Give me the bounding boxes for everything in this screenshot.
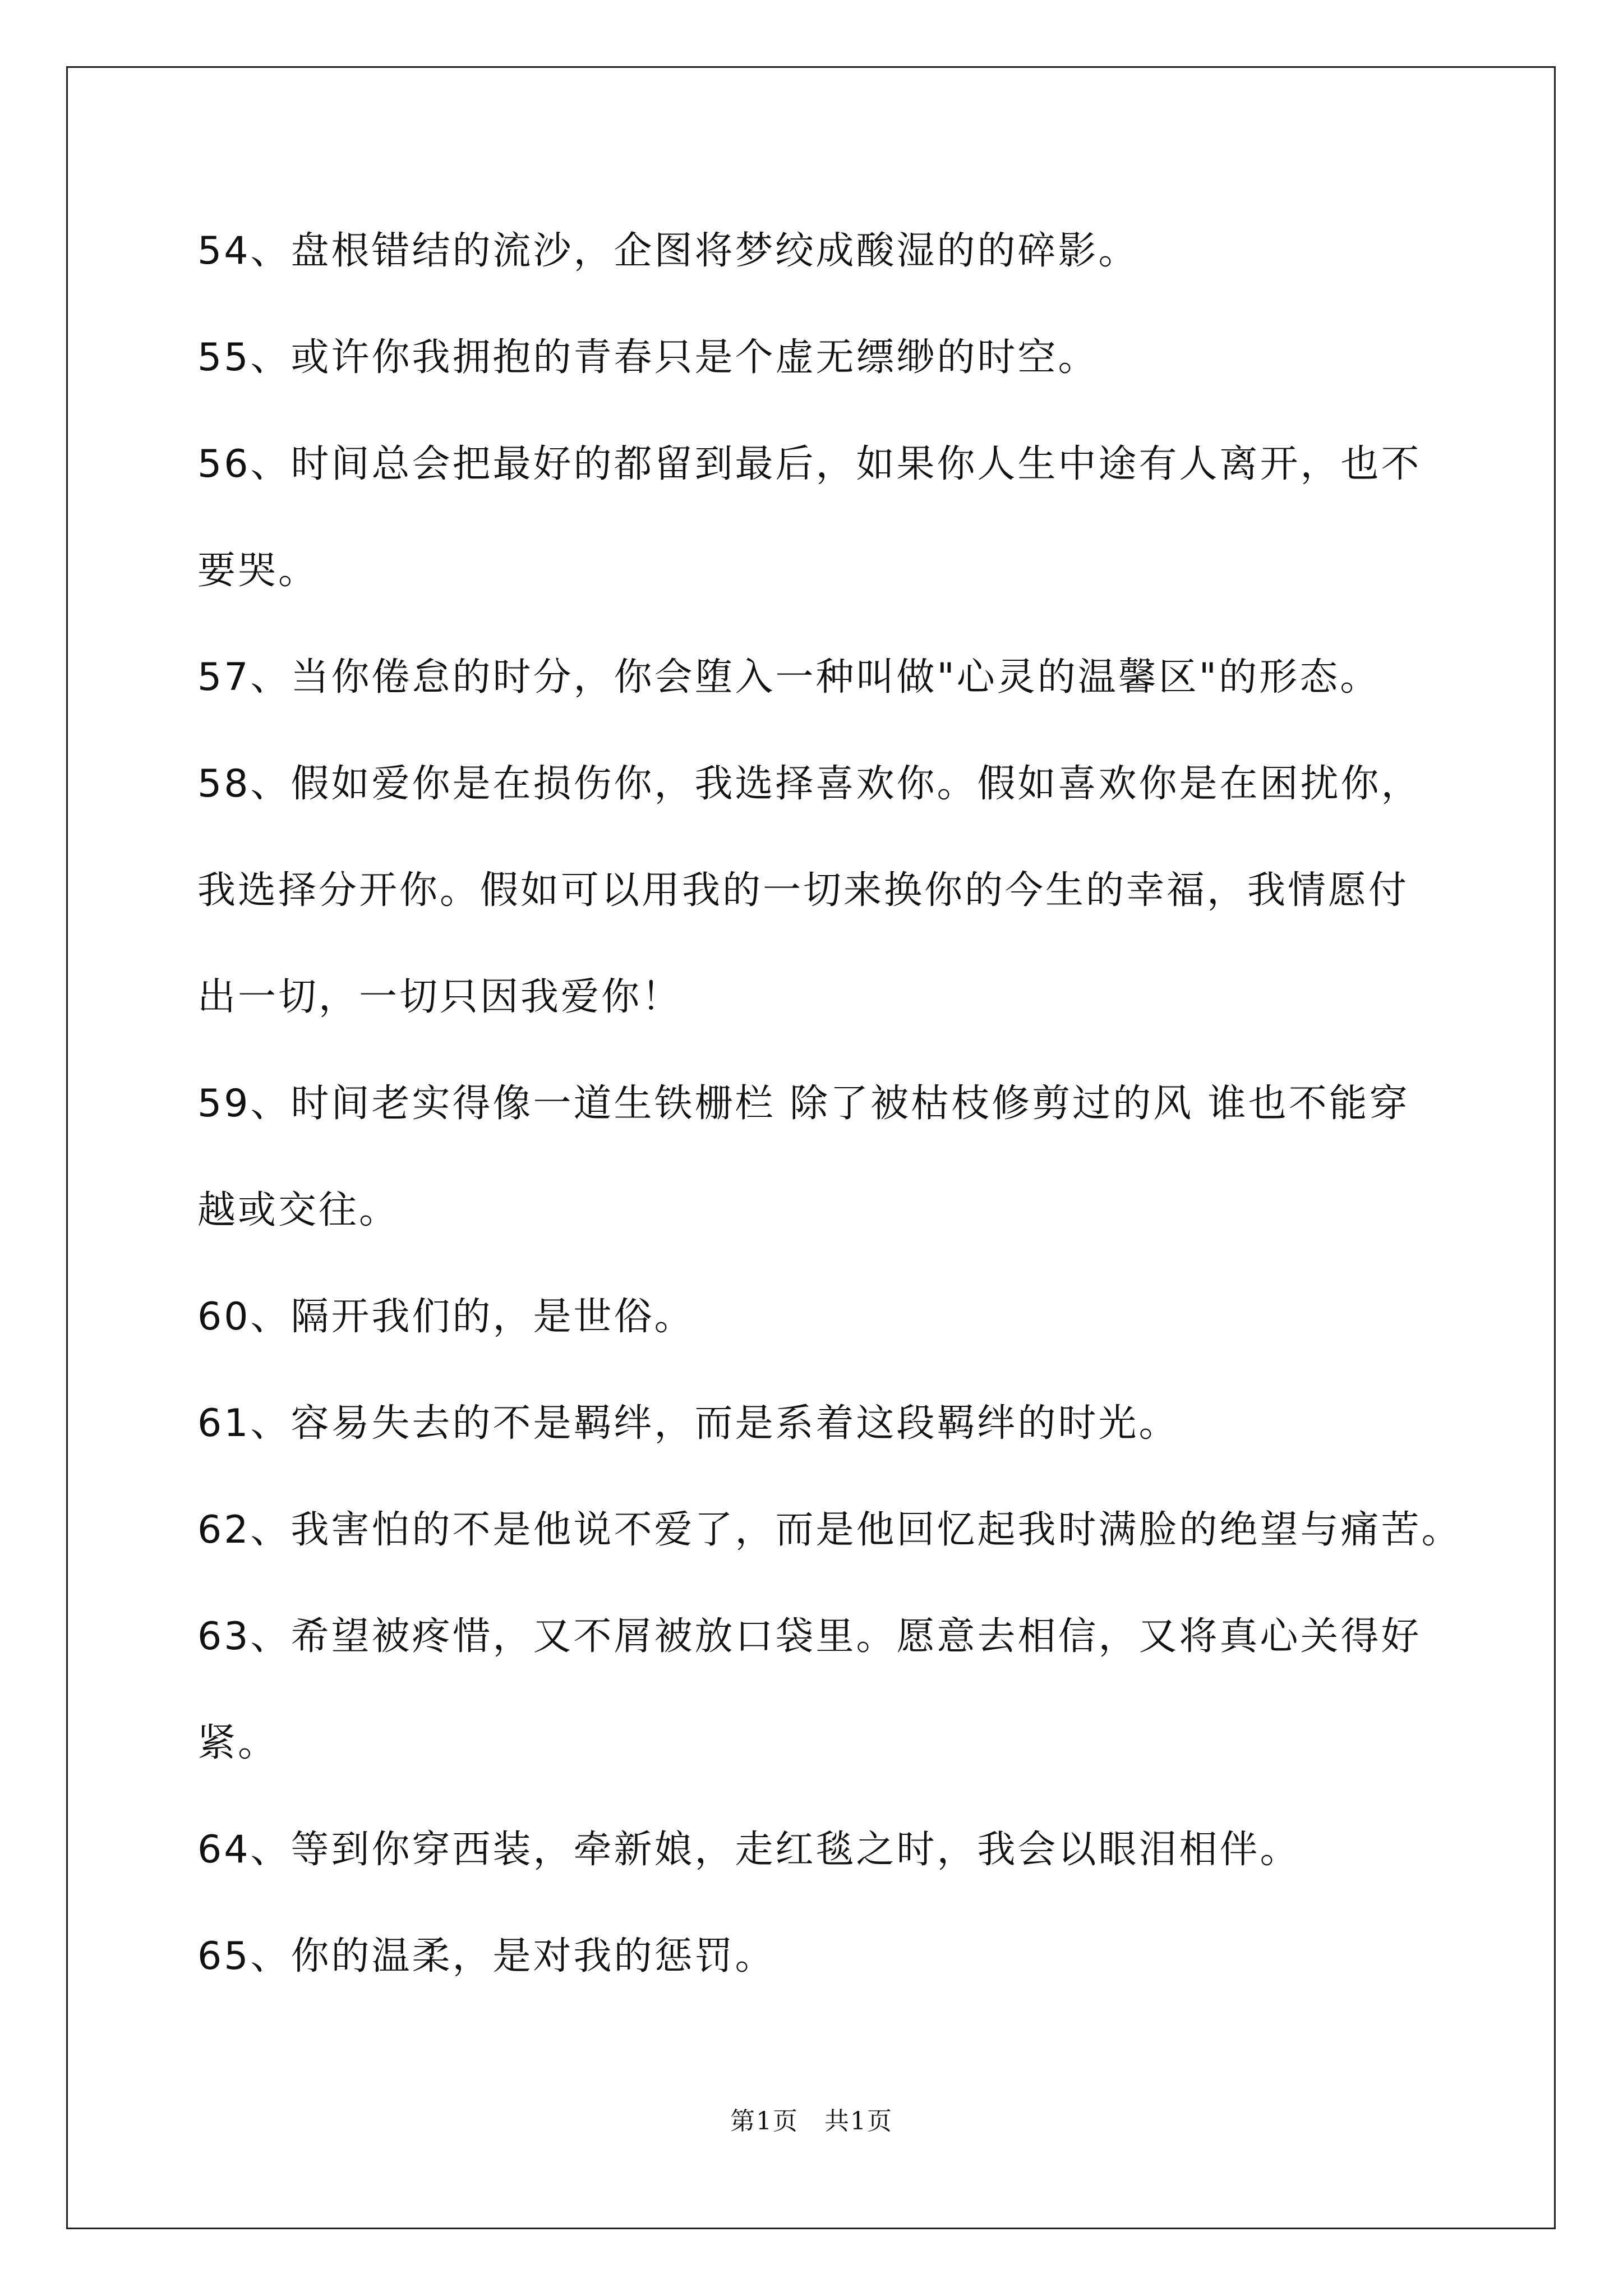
text-line: 65、你的温柔，是对我的惩罚。 xyxy=(197,1934,776,1978)
text-line: 57、当你倦怠的时分，你会堕入一种叫做"心灵的温馨区"的形态。 xyxy=(197,655,1381,700)
text-line: 59、时间老实得像一道生铁栅栏 除了被枯枝修剪过的风 谁也不能穿 xyxy=(197,1082,1410,1126)
text-line: 55、或许你我拥抱的青春只是个虚无缥缈的时空。 xyxy=(197,335,1099,380)
page-footer: 第1页 共1页 xyxy=(730,2107,893,2136)
text-line: 要哭。 xyxy=(197,549,319,593)
text-line: 62、我害怕的不是他说不爱了，而是他回忆起我时满脸的绝望与痛苦。 xyxy=(197,1508,1462,1552)
text-line: 61、容易失去的不是羁绊，而是系着这段羁绊的时光。 xyxy=(197,1401,1179,1446)
text-line: 54、盘根错结的流沙，企图将梦绞成酸湿的的碎影。 xyxy=(197,229,1139,273)
text-line: 紧。 xyxy=(197,1721,279,1765)
text-line: 60、隔开我们的，是世俗。 xyxy=(197,1295,695,1339)
text-line: 我选择分开你。假如可以用我的一切来换你的今生的幸福，我情愿付 xyxy=(197,868,1409,913)
text-line: 56、时间总会把最好的都留到最后，如果你人生中途有人离开，也不 xyxy=(197,442,1422,486)
document-body xyxy=(197,218,1462,2030)
text-line: 越或交往。 xyxy=(197,1188,400,1232)
text-line: 63、希望被疼惜，又不屑被放口袋里。愿意去相信，又将真心关得好 xyxy=(197,1614,1422,1659)
text-line: 64、等到你穿西装，牵新娘，走红毯之时，我会以眼泪相伴。 xyxy=(197,1828,1301,1872)
text-line: 58、假如爱你是在损伤你，我选择喜欢你。假如喜欢你是在困扰你， xyxy=(197,762,1422,806)
text-line: 出一切，一切只因我爱你！ xyxy=(197,975,683,1019)
